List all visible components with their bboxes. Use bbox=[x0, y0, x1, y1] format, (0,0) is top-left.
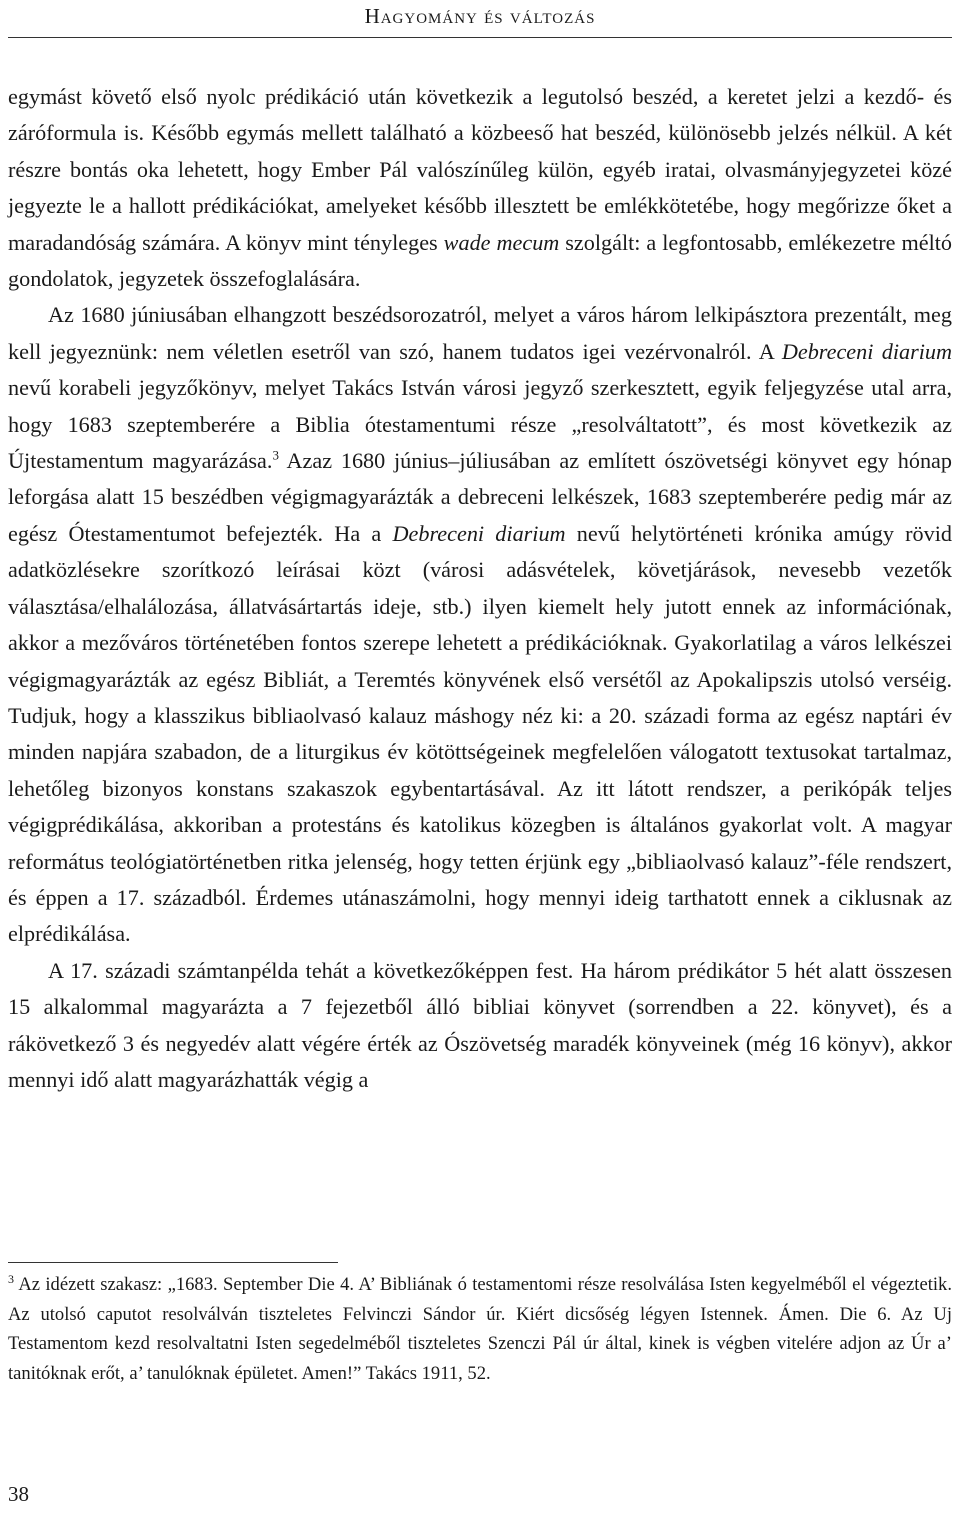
paragraph-3-text-1: A 17. századi számtanpélda tehát a következőképpen fest. Ha három prédikátor 5 hét alatt összesen 15 alkalommal magyarázta a 7 fejezetből álló bibliai könyvet (sorrendben a 22. könyvet), és a rákövetkező 3 és negyedév alatt végére érték az Ószövetség maradék könyveinek (még 16 könyv), akkor mennyi idő alatt magyarázhatták végig a bbox=[8, 957, 952, 1092]
footnote-number: 3 bbox=[8, 1271, 14, 1286]
paragraph-1 bbox=[8, 79, 952, 297]
paragraph-1-italic-1: wade mecum bbox=[443, 229, 560, 255]
paragraph-3 bbox=[8, 953, 952, 1099]
paragraph-2-italic-2: Debreceni diarium bbox=[392, 520, 566, 546]
paragraph-1-text-2: szolgált: a legfontosabb, emlékezetre méltó gondolatok, jegyzetek összefoglalására. bbox=[8, 229, 953, 292]
paragraph-2-italic-1: Debreceni diarium bbox=[781, 338, 952, 364]
footnote-reference[interactable]: 3 bbox=[272, 447, 279, 463]
paragraph-2-text-3: Azaz 1680 június–júliusában az említett ószövetségi könyvet egy hónap leforgása alatt 15 beszédben végigmagyarázták a debreceni lelkészek, 1683 szeptemberére pedig már az egész Ótestamentumot befejezték. Ha a bbox=[8, 448, 952, 546]
body-text bbox=[8, 79, 952, 1098]
footnote-text: Az idézett szakasz: „1683. September Die 4. A’ Bibliának ó testamentomi része resolválása Isten kegyelméből el végeztetik. Az utolsó caputot resolválván tiszteletes Felvinczi Sándor úr. Kiért dicsőség légyen Istennek. Ámen. Die 6. Az Uj Testamentom kezd resolvaltatni Isten segedelméből tiszteletes Szenczi Pál úr által, kinek is végben vitelére adjon az Úr a’ tanitóknak erőt, a’ tanulóknak épületet. Amen!” Takács 1911, 52. bbox=[8, 1274, 952, 1384]
footnote-divider bbox=[8, 1262, 338, 1263]
footnote bbox=[8, 1270, 952, 1388]
running-header: Hagyomány és változás bbox=[364, 4, 596, 28]
paragraph-2-text-2: nevű korabeli jegyzőkönyv, melyet Takács István városi jegyző szerkesztett, egyik feljegyzése utal arra, hogy 1683 szeptemberére a Biblia ótestamentumi része „resolváltatott”, és most következik az Újtestamentum magyarázása. bbox=[8, 375, 952, 474]
paragraph-2-text-4: nevű helytörténeti krónika amúgy rövid adatközlésekre szorítkozó leírásai közt (városi adásvételek, követjárások, nevesebb vezetők választása/elhalálozása, állatvásártartás ideje, stb.) ilyen kiemelt hely jutott ennek az információnak, akkor a mezőváros történetében fontos szerepe lehetett a prédikációknak. Gyakorlatilag a város lelkészei végigmagyarázták az egész Bibliát, a Teremtés könyvének első versétől az Apokalipszis utolsó verséig. Tudjuk, hogy a klasszikus bibliaolvasó kalauz máshogy néz ki: a 20. századi forma az egész naptári év minden napjára szabadon, de a liturgikus év kötöttségeinek megfelelően válogatott textusokat tartalmaz, lehetőleg bizonyos konstans szakaszok egybentartásával. Az itt látott rendszer, a perikópák teljes végigprédikálása, akkoriban a protestáns és katolikus közegben is általános gyakorlat volt. A magyar református teológiatörténetben ritka jelenség, hogy tetten érjünk egy „bibliaolvasó kalauz”-féle rendszert, és éppen a 17. századból. Érdemes utánaszámolni, hogy mennyi ideig tarthatott ennek a ciklusnak az elprédikálása. bbox=[8, 520, 952, 947]
paragraph-1-text-1: egymást követő első nyolc prédikáció után következik a legutolsó beszéd, a keretet jelzi a kezdő- és záróformula is. Később egymás mellett található a közbeeső hat beszéd, különösebb jelzés nélkül. A két részre bontás oka lehetett, hogy Ember Pál valószínűleg külön, egyéb iratai, olvasmányjegyzetei közé jegyezte le a hallott prédikációkat, amelyeket később illesztett be emlékkötetébe, hogy megőrizze őket a maradandóság számára. A könyv mint tényleges bbox=[8, 84, 952, 255]
header-divider bbox=[8, 37, 952, 38]
page-number: 38 bbox=[8, 1482, 29, 1506]
paragraph-2-text-1: Az 1680 júniusában elhangzott beszédsorozatról, melyet a város három lelkipásztora prezentált, meg kell jegyeznünk: nem véletlen esetről van szó, hanem tudatos igei vezérvonalról. A bbox=[8, 302, 952, 364]
paragraph-2 bbox=[8, 297, 952, 952]
